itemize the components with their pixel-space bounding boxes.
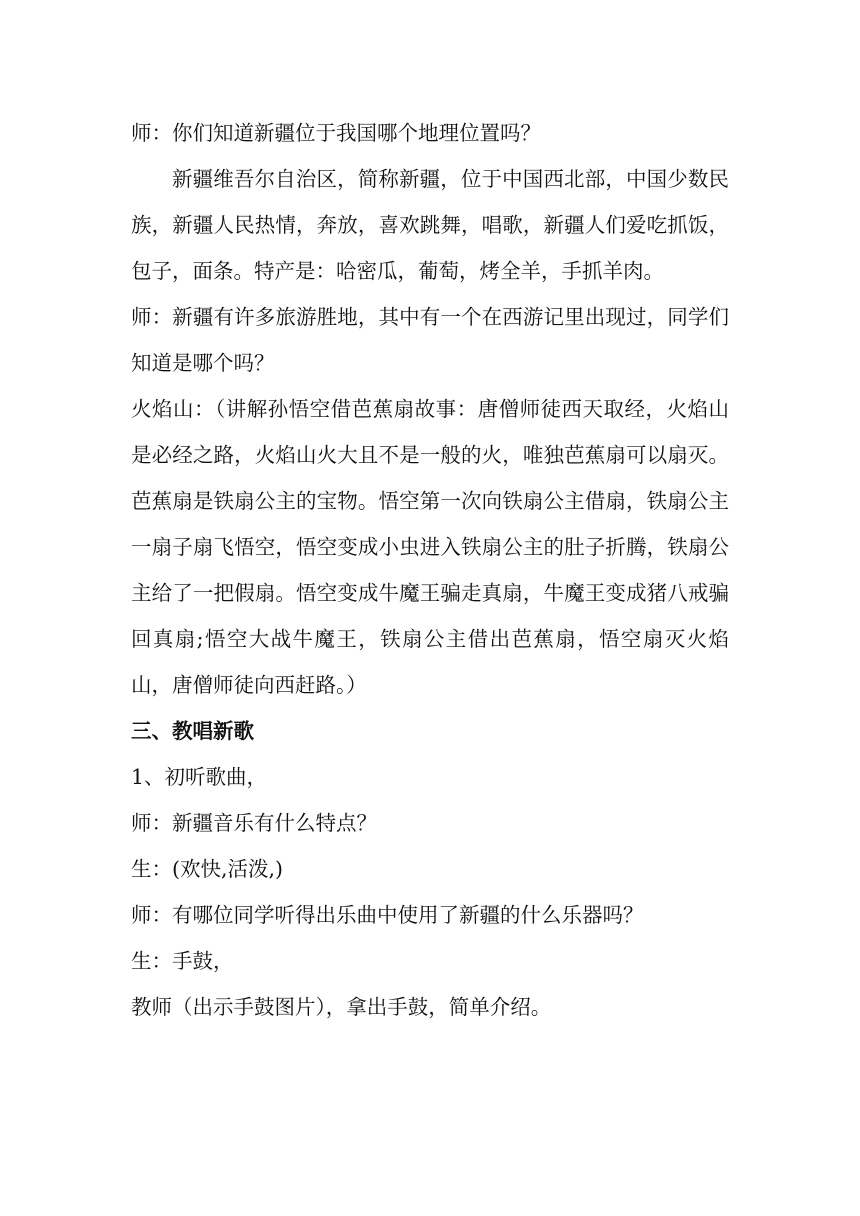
document-body xyxy=(131,110,729,1030)
teacher-action-drum: 教师（出示手鼓图片），拿出手鼓，简单介绍。 xyxy=(131,995,552,1019)
step-first-listen: 1、初听歌曲， xyxy=(131,765,268,789)
teacher-question-location: 师：你们知道新疆位于我国哪个地理位置吗？ xyxy=(131,121,541,145)
teacher-question-music-features: 师：新疆音乐有什么特点？ xyxy=(131,811,377,835)
teacher-question-tourism: 师：新疆有许多旅游胜地，其中有一个在西游记里出现过，同学们知道是哪个吗？ xyxy=(131,305,729,375)
student-answer-instrument: 生：手鼓， xyxy=(131,949,234,973)
teacher-question-instrument: 师：有哪位同学听得出乐曲中使用了新疆的什么乐器吗？ xyxy=(131,903,644,927)
flaming-mountain-story-paragraph: 火焰山：（讲解孙悟空借芭蕉扇故事：唐僧师徒西天取经，火焰山是必经之路，火焰山火大且不是一般的火，唯独芭蕉扇可以扇灭。芭蕉扇是铁扇公主的宝物。悟空第一次向铁扇公主借扇，铁扇公主一扇子扇飞悟空，悟空变成小虫进入铁扇公主的肚子折腾，铁扇公主给了一把假扇。悟空变成牛魔王骗走真扇，牛魔王变成猪八戒骗回真扇;悟空大战牛魔王，铁扇公主借出芭蕉扇，悟空扇灭火焰山，唐僧师徒向西赶路。） xyxy=(131,397,729,697)
section-heading: 三、教唱新歌 xyxy=(131,719,254,743)
student-answer-music-features: 生：(欢快,活泼,) xyxy=(131,857,284,881)
xinjiang-intro-paragraph: 新疆维吾尔自治区，简称新疆，位于中国西北部，中国少数民族，新疆人民热情，奔放，喜欢跳舞，唱歌，新疆人们爱吃抓饭，包子，面条。特产是：哈密瓜，葡萄，烤全羊，手抓羊肉。 xyxy=(131,167,729,283)
